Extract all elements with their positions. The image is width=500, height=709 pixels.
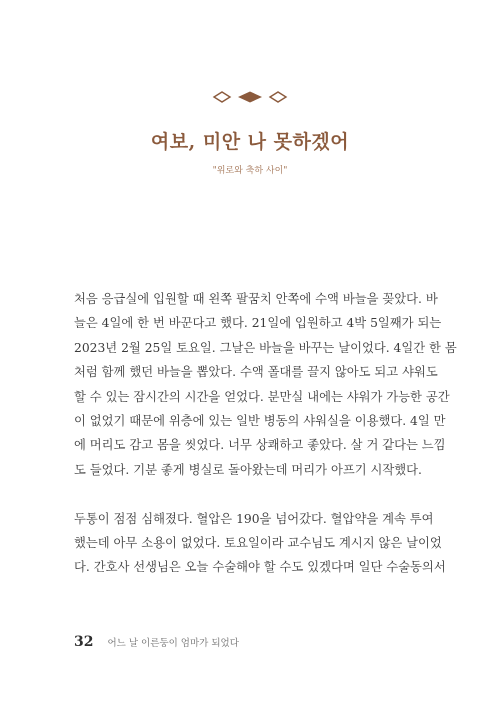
- text-line: 늘은 4일에 한 번 바꾼다고 했다. 21일에 입원하고 4박 5일째가 되는: [74, 316, 442, 331]
- text-line: 처음 응급실에 입원할 때 왼쪽 팔꿈치 안쪽에 수액 바늘을 꽂았다. 바: [74, 292, 438, 306]
- text-line: 도 들었다. 기분 좋게 병실로 돌아왔는데 머리가 아프기 시작했다.: [74, 462, 422, 477]
- text-line: 했는데 아무 소용이 없었다. 토요일이라 교수님도 계시지 않은 날이었: [74, 536, 442, 551]
- paragraph-2: [74, 507, 446, 580]
- diamond-ornament-icon: [212, 90, 288, 104]
- running-book-title: 어느 날 이른둥이 엄마가 되었다: [107, 638, 239, 649]
- chapter-subtitle: "위로와 축하 사이": [212, 166, 288, 176]
- text-line: 2023년 2월 25일 토요일. 그날은 바늘을 바꾸는 날이었다. 4일간 한 몸: [74, 340, 457, 355]
- paragraph-1: [74, 287, 457, 482]
- page-footer: [74, 634, 239, 654]
- text-line: 에 머리도 감고 몸을 씻었다. 너무 상쾌하고 좋았다. 살 거 같다는 느낌: [74, 438, 446, 453]
- text-line: 두통이 점점 심해졌다. 혈압은 190을 넘어갔다. 혈압약을 계속 투여: [74, 511, 434, 526]
- text-line: 다. 간호사 선생님은 오늘 수술해야 할 수도 있겠다며 일단 수술동의서: [74, 560, 446, 575]
- body-text: [74, 287, 457, 580]
- text-line: 할 수 있는 잠시간의 시간을 얻었다. 분만실 내에는 샤워가 가능한 공간: [74, 389, 450, 404]
- chapter-title: 여보, 미안 나 못하겠어: [150, 131, 350, 153]
- text-line: 이 없었기 때문에 위층에 있는 일반 병동의 샤워실을 이용했다. 4일 만: [74, 413, 446, 428]
- text-line: 처럼 함께 했던 바늘을 뽑았다. 수액 폴대를 끌지 않아도 되고 샤워도: [74, 365, 438, 380]
- page-number: 32: [74, 634, 94, 650]
